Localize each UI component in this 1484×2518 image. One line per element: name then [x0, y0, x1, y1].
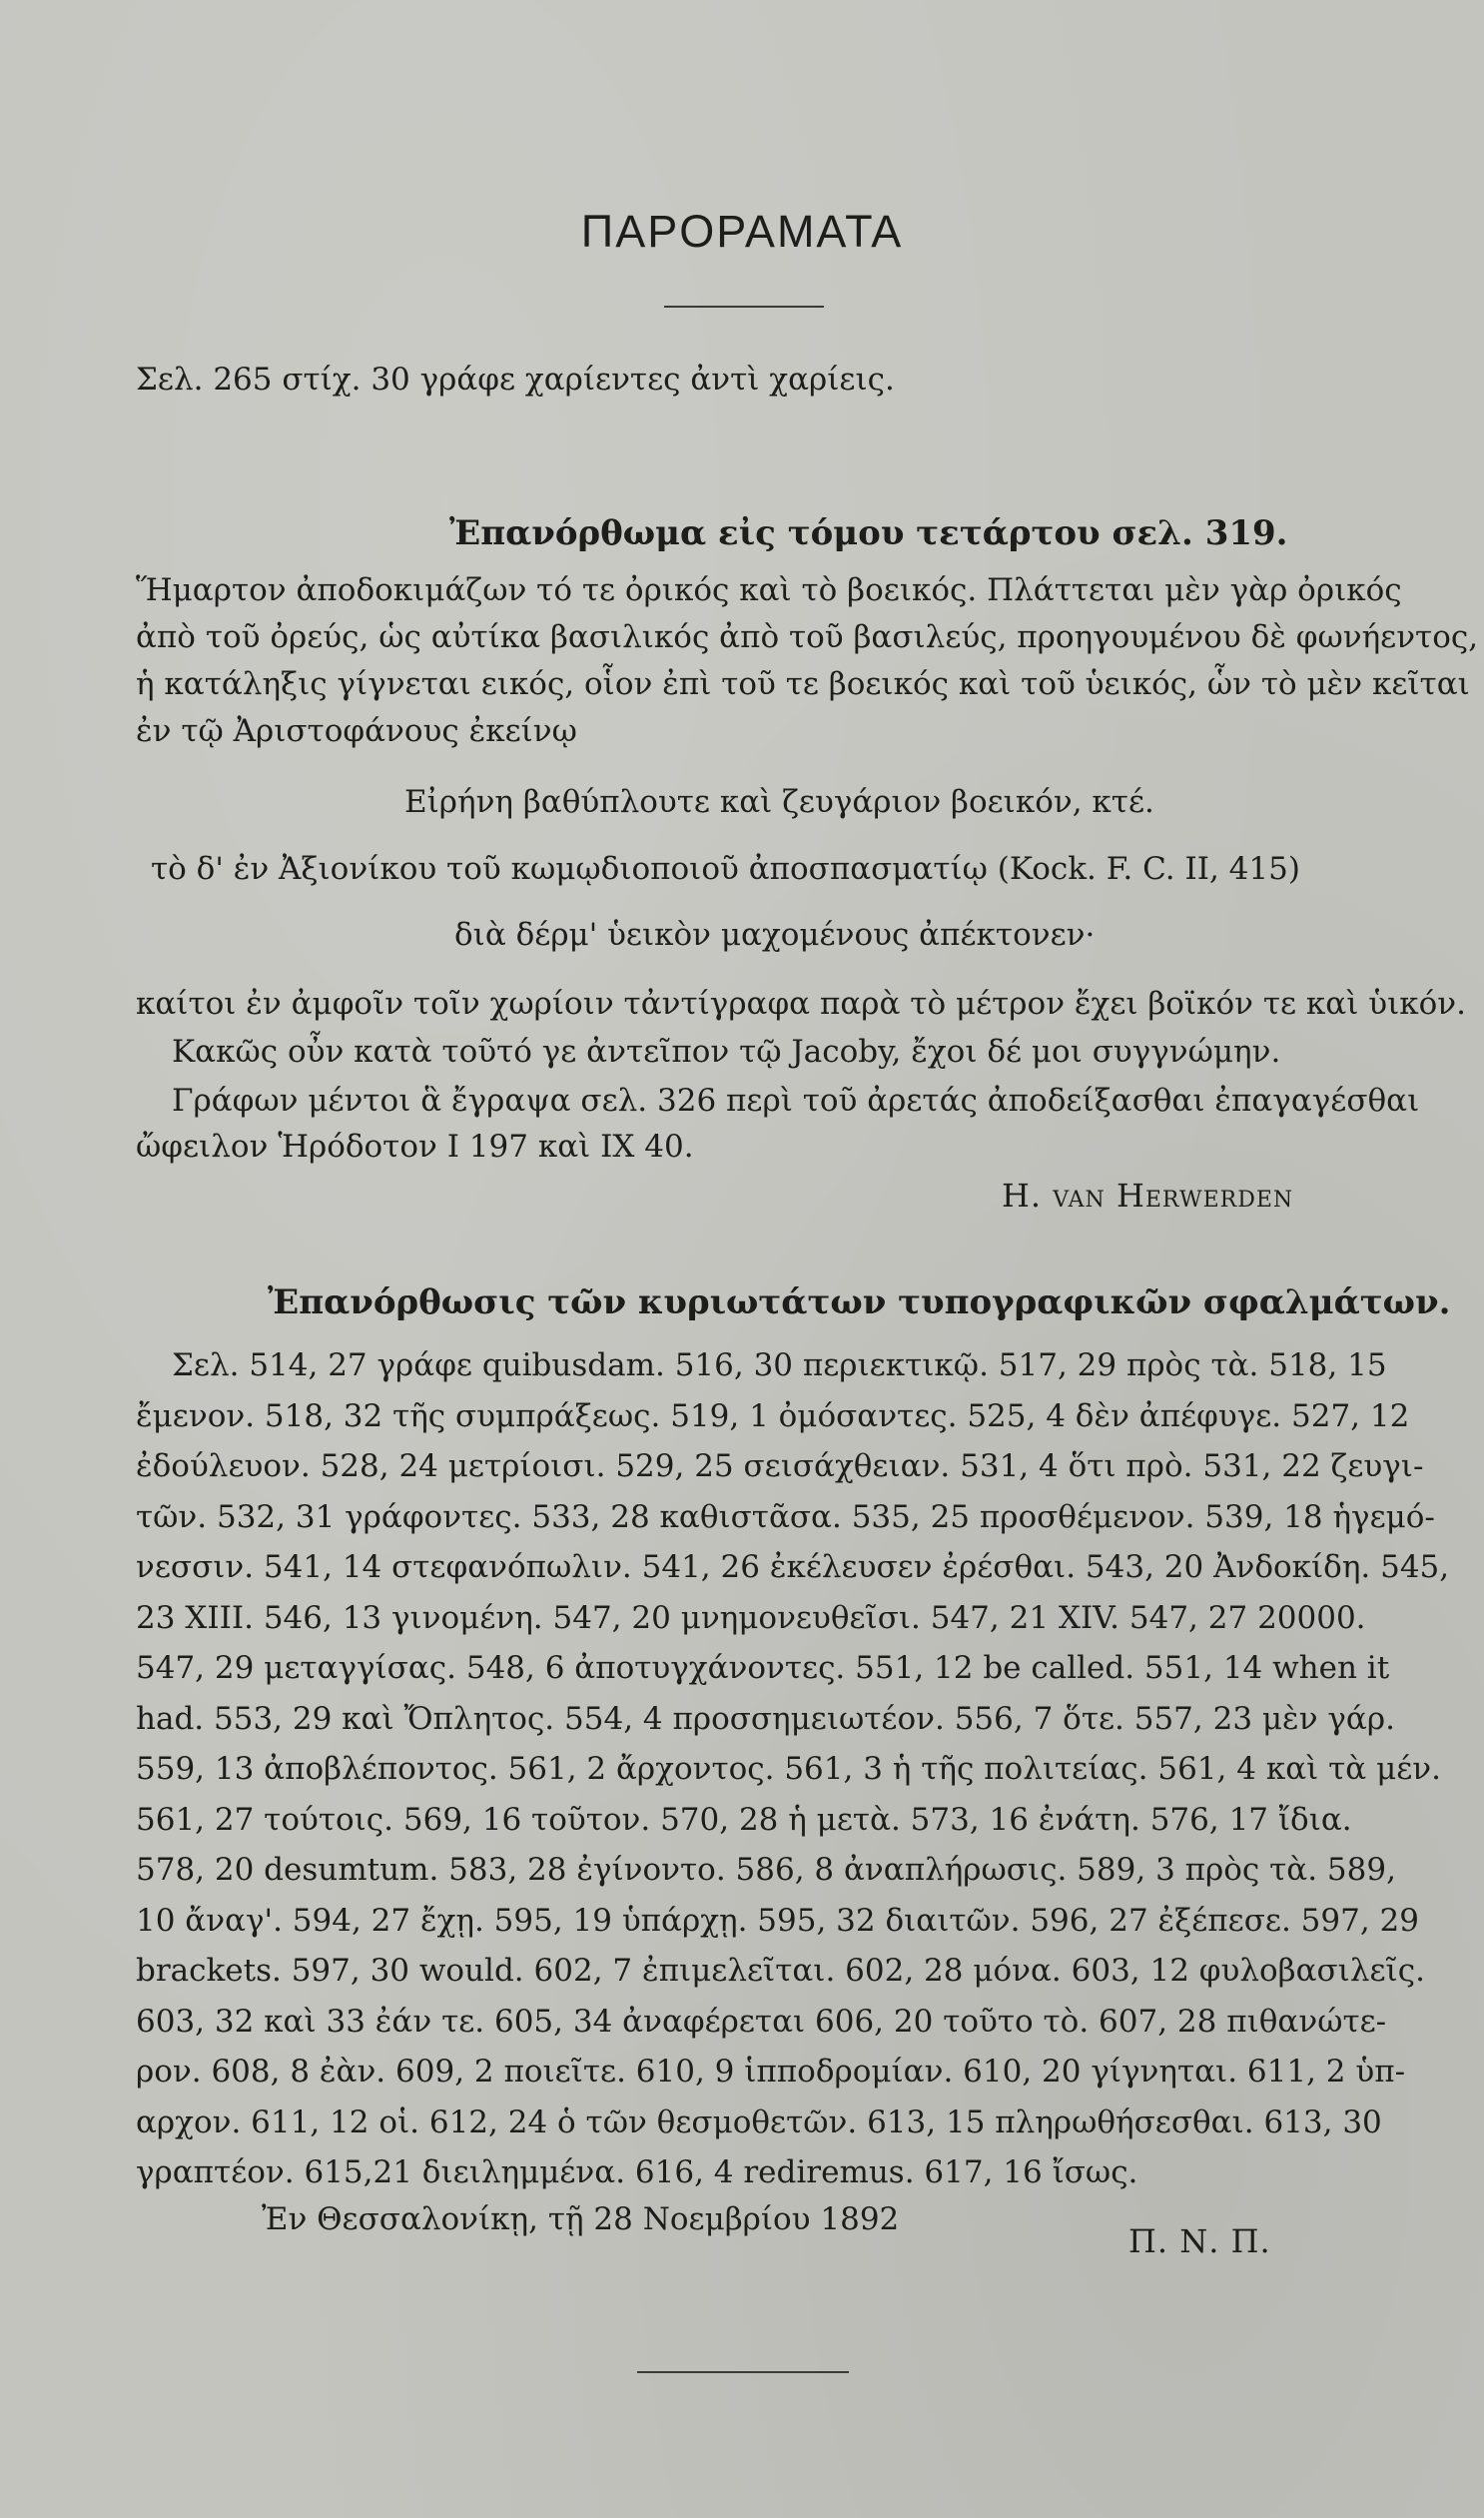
typo-line-12: 10 ἄναγ'. 594, 27 ἔχῃ. 595, 19 ὑπάρχῃ. 595, 32 διαιτῶν. 596, 27 ἐξέπεσε. 597, 29: [136, 1902, 1419, 1939]
page-title: ΠΑΡΟΡΑΜΑΤΑ: [580, 206, 904, 257]
typo-line-17: γραπτέον. 615,21 διειλημμένα. 616, 4 rediremus. 617, 16 ἴσως.: [136, 2154, 1138, 2190]
section1-closing-4: ὤφειλον Ἡρόδοτον Ι 197 καὶ ΙΧ 40.: [136, 1129, 694, 1165]
typo-list: [136, 1340, 1450, 2198]
typo-line-6: 23 XIII. 546, 13 γινομένη. 547, 20 μνημονευθεῖσι. 547, 21 XIV. 547, 27 20000.: [136, 1599, 1366, 1636]
typo-line-16: αρχον. 611, 12 οἱ. 612, 24 ὁ τῶν θεσμοθετῶν. 613, 15 πληρωθήσεσθαι. 613, 30: [136, 2103, 1382, 2140]
section1-closing-3: Γράφων μέντοι ἃ ἔγραψα σελ. 326 περὶ τοῦ ἀρετάς ἀποδείξασθαι ἐπαγαγέσθαι: [172, 1083, 1420, 1119]
typo-line-10: 561, 27 τούτοις. 569, 16 τοῦτον. 570, 28 ἡ μετὰ. 573, 16 ἐνάτη. 576, 17 ἴδια.: [136, 1801, 1352, 1838]
typo-line-2: ἔμενον. 518, 32 τῆς συμπράξεως. 519, 1 ὀμόσαντες. 525, 4 δὲν ἀπέφυγε. 527, 12: [136, 1397, 1410, 1434]
typo-line-3: ἐδούλευον. 528, 24 μετρίοισι. 529, 25 σεισάχθειαν. 531, 4 ὅτι πρὸ. 531, 22 ζευγι-: [136, 1448, 1424, 1484]
quote-aristophanes: Εἰρήνη βαθύπλουτε καὶ ζευγάριον βοεικόν, κτέ.: [404, 784, 1154, 820]
signature-herwerden: H. van Herwerden: [1002, 1177, 1294, 1215]
typo-line-4: τῶν. 532, 31 γράφοντες. 533, 28 καθιστᾶσα. 535, 25 προσθέμενον. 539, 18 ἡγεμό-: [136, 1498, 1435, 1535]
typo-line-11: 578, 20 desumtum. 583, 28 ἐγίνοντο. 586, 8 ἀναπλήρωσις. 589, 3 πρὸς τὰ. 589,: [136, 1852, 1396, 1888]
section1-closing-1: καίτοι ἐν ἀμφοῖν τοῖν χωρίοιν τἀντίγραφα παρὰ τὸ μέτρον ἔχει βοϊκόν τε καὶ ὑικόν.: [136, 986, 1466, 1022]
typo-line-9: 559, 13 ἀποβλέποντος. 561, 2 ἄρχοντος. 561, 3 ἡ τῆς πολιτείας. 561, 4 καὶ τὰ μέν.: [136, 1751, 1441, 1787]
typo-line-1: Σελ. 514, 27 γράφε quibusdam. 516, 30 περιεκτικῷ. 517, 29 πρὸς τὰ. 518, 15: [172, 1347, 1387, 1383]
typo-line-13: brackets. 597, 30 would. 602, 7 ἐπιμελεῖται. 602, 28 μόνα. 603, 12 φυλοβασιλεῖς.: [136, 1953, 1425, 1989]
section1-line-4: ἐν τῷ Ἀριστοφάνους ἐκείνῳ: [136, 713, 577, 749]
typo-line-5: νεσσιν. 541, 14 στεφανόπωλιν. 541, 26 ἐκέλευσεν ἐρέσθαι. 543, 20 Ἀνδοκίδη. 545,: [136, 1549, 1450, 1585]
section1-line-1: Ἥμαρτον ἀποδοκιμάζων τό τε ὀρικός καὶ τὸ βοεικός. Πλάττεται μὲν γὰρ ὀρικός: [136, 572, 1402, 608]
typo-line-14: 603, 32 καὶ 33 ἐάν τε. 605, 34 ἀναφέρεται 606, 20 τοῦτο τὸ. 607, 28 πιθανώτε-: [136, 2003, 1387, 2040]
title-divider: [664, 306, 824, 308]
section1-line-3: ἡ κατάληξις γίγνεται εικός, οἷον ἐπὶ τοῦ τε βοεικός καὶ τοῦ ὑεικός, ὧν τὸ μὲν κεῖται: [136, 666, 1470, 702]
typo-line-8: had. 553, 29 καὶ Ὄπλητος. 554, 4 προσσημειωτέον. 556, 7 ὅτε. 557, 23 μὲν γάρ.: [136, 1700, 1395, 1737]
dateline: Ἐν Θεσσαλονίκῃ, τῇ 28 Νοεμβρίου 1892: [262, 2201, 900, 2237]
typo-line-15: ρον. 608, 8 ἐὰν. 609, 2 ποιεῖτε. 610, 9 ἱπποδρομίαν. 610, 20 γίγνηται. 611, 2 ὑπ-: [136, 2054, 1406, 2090]
section1-closing-2: Κακῶς οὖν κατὰ τοῦτό γε ἀντεῖπον τῷ Jacoby, ἔχοι δέ μοι συγγνώμην.: [172, 1034, 1281, 1070]
section1-line-2: ἀπὸ τοῦ ὀρεύς, ὡς αὐτίκα βασιλικός ἀπὸ τοῦ βασιλεύς, προηγουμένου δὲ φωνήεντος,: [136, 619, 1479, 655]
signature-initials: Π. Ν. Π.: [1128, 2222, 1271, 2260]
section-title-correction: Ἐπανόρθωμα εἰς τόμου τετάρτου σελ. 319.: [449, 513, 1288, 553]
typo-line-7: 547, 29 μεταγγίσας. 548, 6 ἀποτυγχάνοντες. 551, 12 be called. 551, 14 when it: [136, 1650, 1390, 1686]
end-divider: [637, 2371, 849, 2373]
section-title-typo-corrections: Ἐπανόρθωσις τῶν κυριωτάτων τυπογραφικῶν σφαλμάτων.: [268, 1282, 1451, 1322]
erratum-line: Σελ. 265 στίχ. 30 γράφε χαρίεντες ἀντὶ χαρίεις.: [136, 362, 895, 398]
quote-axionikos: διὰ δέρμ' ὑεικὸν μαχομένους ἀπέκτονεν·: [454, 917, 1096, 953]
section1-axionikos-line: τὸ δ' ἐν Ἀξιονίκου τοῦ κωμῳδιοποιοῦ ἀποσπασματίῳ (Kock. F. C. II, 415): [151, 851, 1300, 887]
